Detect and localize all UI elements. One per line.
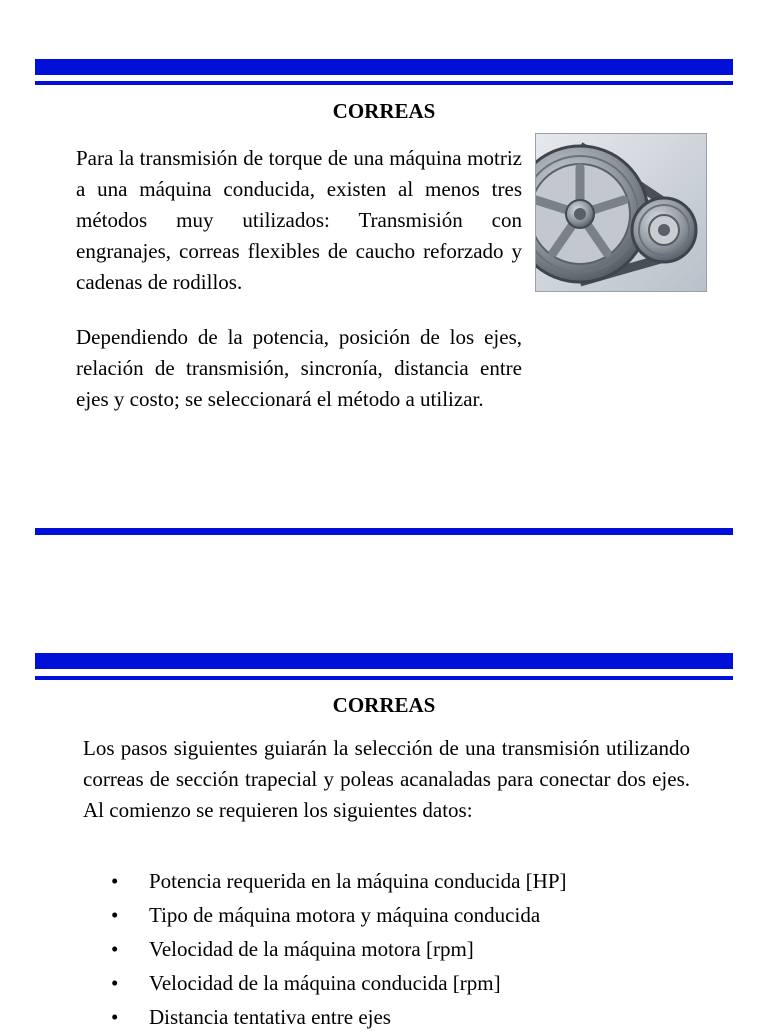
slide1-bottom-rule [35,528,733,535]
list-item: • Potencia requerida en la máquina conducida [HP] [111,864,711,898]
bullet-icon: • [111,869,119,893]
slide2-paragraph: Los pasos siguientes guiarán la selección de una transmisión utilizando correas de sección trapecial y poleas acanaladas para conectar dos ejes. Al comienzo se requieren los siguientes datos: [83,736,690,822]
list-item: • Tipo de máquina motora y máquina conducida [111,898,711,932]
bullet-icon: • [111,1005,119,1029]
bullet-icon: • [111,971,119,995]
slide2-top-rule-thick [35,653,733,669]
list-item: • Velocidad de la máquina motora [rpm] [111,932,711,966]
slide1-top-rule-thick [35,59,733,75]
list-item: • Distancia tentativa entre ejes [111,1000,711,1034]
belt-pulley-image [535,133,707,292]
slide1-paragraph-1: Para la transmisión de torque de una máquina motriz a una máquina conducida, existen al menos tres métodos muy utilizados: Transmisión con engranajes, correas flexibles de caucho reforzado y cadenas de rodillos. [76,146,522,294]
list-item: • Velocidad de la máquina conducida [rpm] [111,966,711,1000]
requirements-list [111,864,711,1034]
slide2-title: CORREAS [332,693,436,717]
slide1-paragraph-2: Dependiendo de la potencia, posición de los ejes, relación de transmisión, sincronía, distancia entre ejes y costo; se seleccionará el método a utilizar. [76,325,522,411]
slide2-top-rule-thin [35,676,733,680]
bullet-icon: • [111,903,119,927]
slide1-top-rule-thin [35,81,733,85]
bullet-icon: • [111,937,119,961]
slide1-title: CORREAS [332,99,436,123]
